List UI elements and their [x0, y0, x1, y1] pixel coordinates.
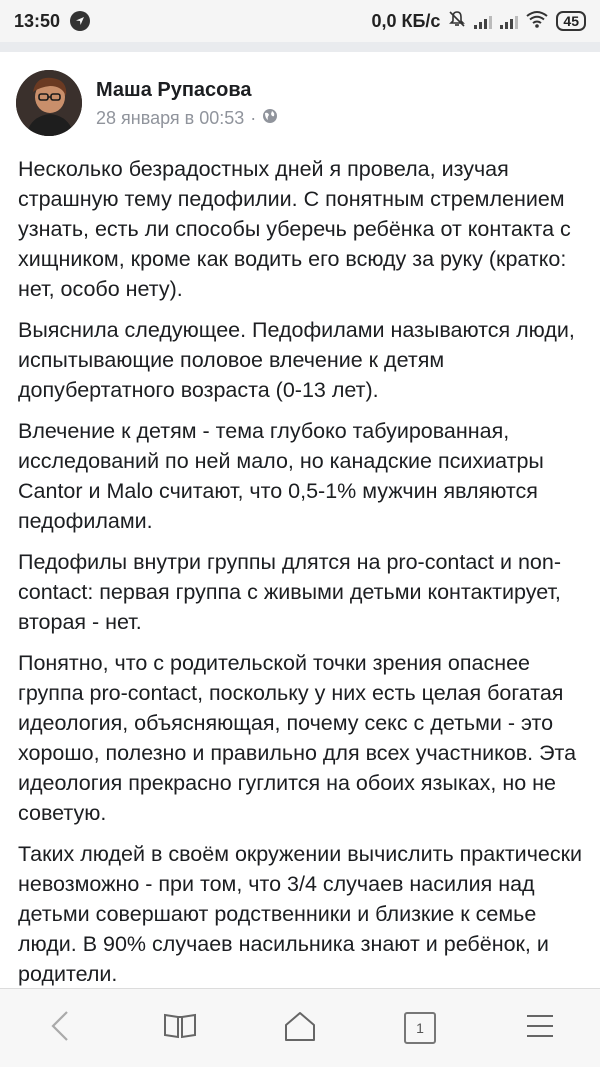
avatar[interactable] — [16, 70, 82, 136]
wifi-icon — [526, 10, 548, 33]
bookmarks-button[interactable] — [150, 1003, 210, 1053]
post-date[interactable]: 28 января в 00:53 — [96, 107, 245, 128]
author-name[interactable]: Маша Рупасова — [96, 78, 252, 101]
status-bar — [0, 0, 600, 42]
browser-bottom-bar — [0, 988, 600, 1067]
post-paragraph: Несколько безрадостных дней я провела, изучая страшную тему педофилии. С понятным стремлением узнать, есть ли способы уберечь ребёнка от контакта с хищником, кроме как водить его всюду за руку (кратко: нет, особо нету). — [18, 157, 571, 301]
tabs-button[interactable] — [390, 1003, 450, 1053]
navigation-icon — [70, 11, 90, 31]
date-separator: · — [250, 107, 257, 128]
home-button[interactable] — [270, 1003, 330, 1053]
home-icon — [283, 1010, 317, 1047]
menu-button[interactable] — [510, 1003, 570, 1053]
post-card — [0, 52, 600, 988]
clock: 13:50 — [14, 10, 61, 31]
menu-icon — [525, 1013, 555, 1044]
post-text — [18, 154, 584, 988]
signal-icon — [474, 13, 492, 29]
post-paragraph: Таких людей в своём окружении вычислить практически невозможно - при том, что 3/4 случаев насилия над детьми совершают родственники и близкие к семье люди. В 90% случаев насильника знают и ребёнок, и родители. — [18, 842, 583, 986]
network-speed: 0,0 КБ/с — [371, 10, 441, 31]
post-paragraph: Выяснила следующее. Педофилами называются люди, испытывающие половое влечение к детям допубертатного возраста (0-13 лет). — [18, 318, 575, 402]
bookmarks-icon — [163, 1012, 197, 1045]
battery-level: 45 — [563, 13, 579, 29]
mute-icon — [448, 10, 466, 33]
back-button[interactable] — [30, 1003, 90, 1053]
tabs-icon — [404, 1012, 436, 1044]
globe-icon — [262, 108, 278, 129]
post-paragraph: Педофилы внутри группы длятся на pro-contact и non-contact: первая группа с живыми детьми контактирует, вторая - нет. — [18, 550, 562, 634]
tab-count: 1 — [416, 1020, 424, 1036]
post-paragraph: Влечение к детям - тема глубоко табуированная, исследований по ней мало, но канадские психиатры Cantor и Malo считают, что 0,5-1% мужчин являются педофилами. — [18, 419, 544, 533]
signal-icon — [500, 13, 518, 29]
back-icon — [49, 1010, 71, 1047]
post-paragraph: Понятно, что с родительской точки зрения опаснее группа pro-contact, поскольку у них есть целая богатая идеология, объясняющая, почему секс с детьми - это хорошо, полезно и правильно для всех участников. Эта идеология прекрасно гуглится на обоих языках, но не советую. — [18, 651, 577, 825]
post-header — [16, 70, 278, 136]
battery-icon — [556, 11, 586, 31]
